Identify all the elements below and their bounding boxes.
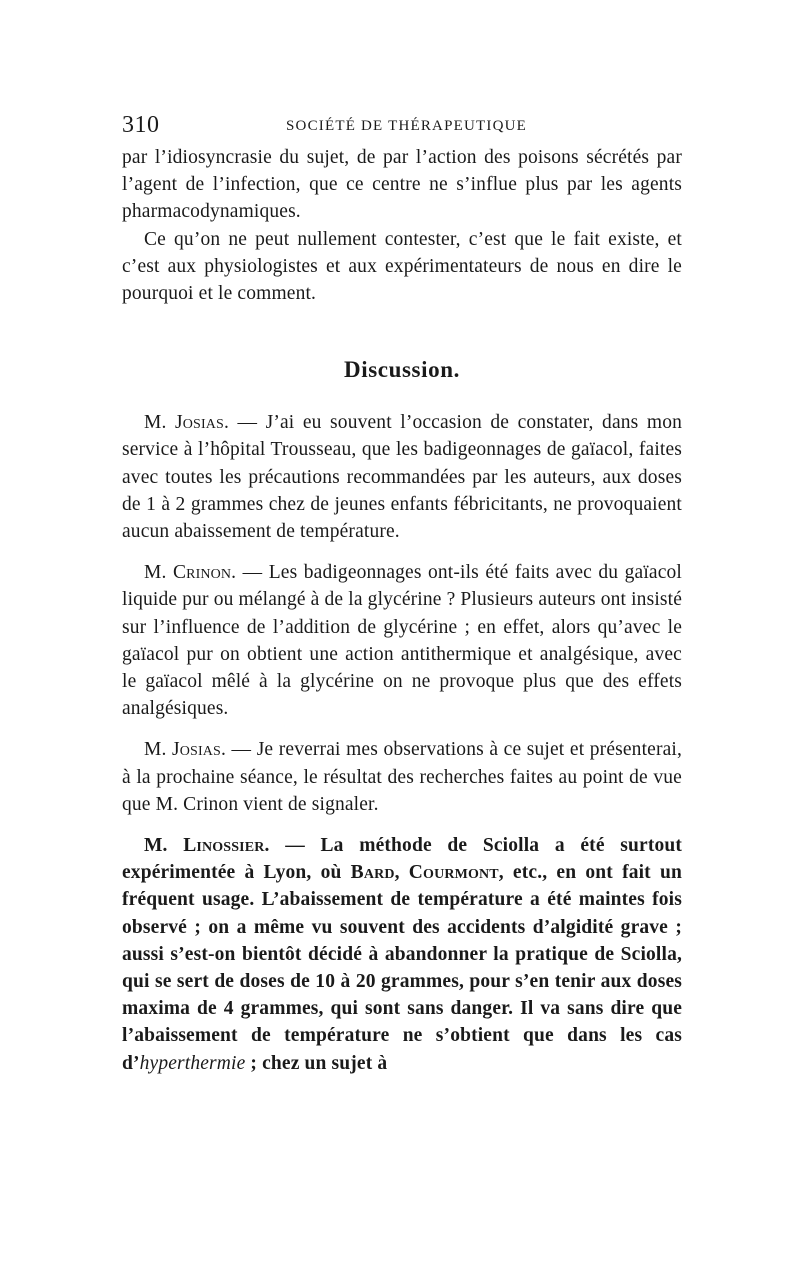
josias-remark-2-text: — Je reverrai mes observations à ce sujet et présenterai, à la prochaine séance, le résultat des recherches faites au point de vue que M. Crinon vient de signaler. (122, 739, 682, 815)
section-heading: Discussion. (344, 357, 460, 383)
name-bard: Bard (350, 862, 395, 884)
linossier-text-1: — La méthode de Sciolla a été surtout expérimentée à Lyon, où (122, 835, 682, 884)
name-courmont: Courmont (408, 862, 499, 884)
crinon-remark (122, 559, 682, 722)
crinon-remark-text: — Les badigeonnages ont-ils été faits avec du gaïacol liquide pur ou mélangé à de la glycérine ? Plusieurs auteurs ont insisté sur l’influence de l’addition de glycérine ; en effet, alors qu’avec le gaïacol pur on obtient une action antithermique et analgésique, avec le gaïacol mêlé à la glycérine on ne provoque plus que des effets analgésiques. (122, 562, 682, 720)
emphasis-hyperthermie: hyperthermie (139, 1052, 246, 1074)
linossier-block (122, 832, 682, 1077)
linossier-text-3: ; chez un sujet à (245, 1052, 388, 1074)
linossier-text-2: , etc., en ont fait un fréquent usage. L’abaissement de température a été maintes fois observé ; on a même vu souvent des accidents d’algidité grave ; aussi s’est-on bientôt décidé à abandonner la pratique de Sciolla, qui se sert de doses de 10 à 20 grammes, pour s’en tenir aux doses maxima de 4 grammes, qui sont sans danger. Il va sans dire que l’abaissement de température ne s’obtient que dans les cas d’ (122, 862, 682, 1074)
intro-paragraph-1: par l’idiosyncrasie du sujet, de par l’action des poisons sécrétés par l’agent de l’infection, que ce centre ne s’influe plus par les agents pharmacodynamiques. (122, 147, 682, 223)
speaker-josias-2: M. Josias. (144, 739, 226, 761)
josias-remark-2 (122, 736, 682, 818)
page-number: 310 (122, 112, 160, 138)
book-page (122, 112, 682, 1077)
linossier-sep: , (394, 862, 409, 884)
speaker-crinon: M. Crinon. (144, 562, 237, 584)
speaker-josias: M. Josias. (144, 412, 229, 434)
running-header (122, 112, 682, 144)
intro-paragraph-2: Ce qu’on ne peut nullement contester, c’est que le fait existe, et c’est aux physiologistes et aux expérimentateurs de nous en dire le pourquoi et le comment. (122, 228, 682, 305)
linossier-remark (122, 832, 682, 1077)
running-title: SOCIÉTÉ DE THÉRAPEUTIQUE (286, 118, 528, 134)
josias-remark-1 (122, 409, 682, 545)
josias-remark-1-text: — J’ai eu souvent l’occasion de constater, dans mon service à l’hôpital Trousseau, que les badigeonnages de gaïacol, faites avec toutes les précautions recommandées par les auteurs, aux doses de 1 à 2 grammes chez de jeunes enfants fébricitants, ne provoquaient aucun abaissement de température. (122, 412, 682, 543)
speaker-linossier: M. Linossier. (144, 835, 270, 857)
